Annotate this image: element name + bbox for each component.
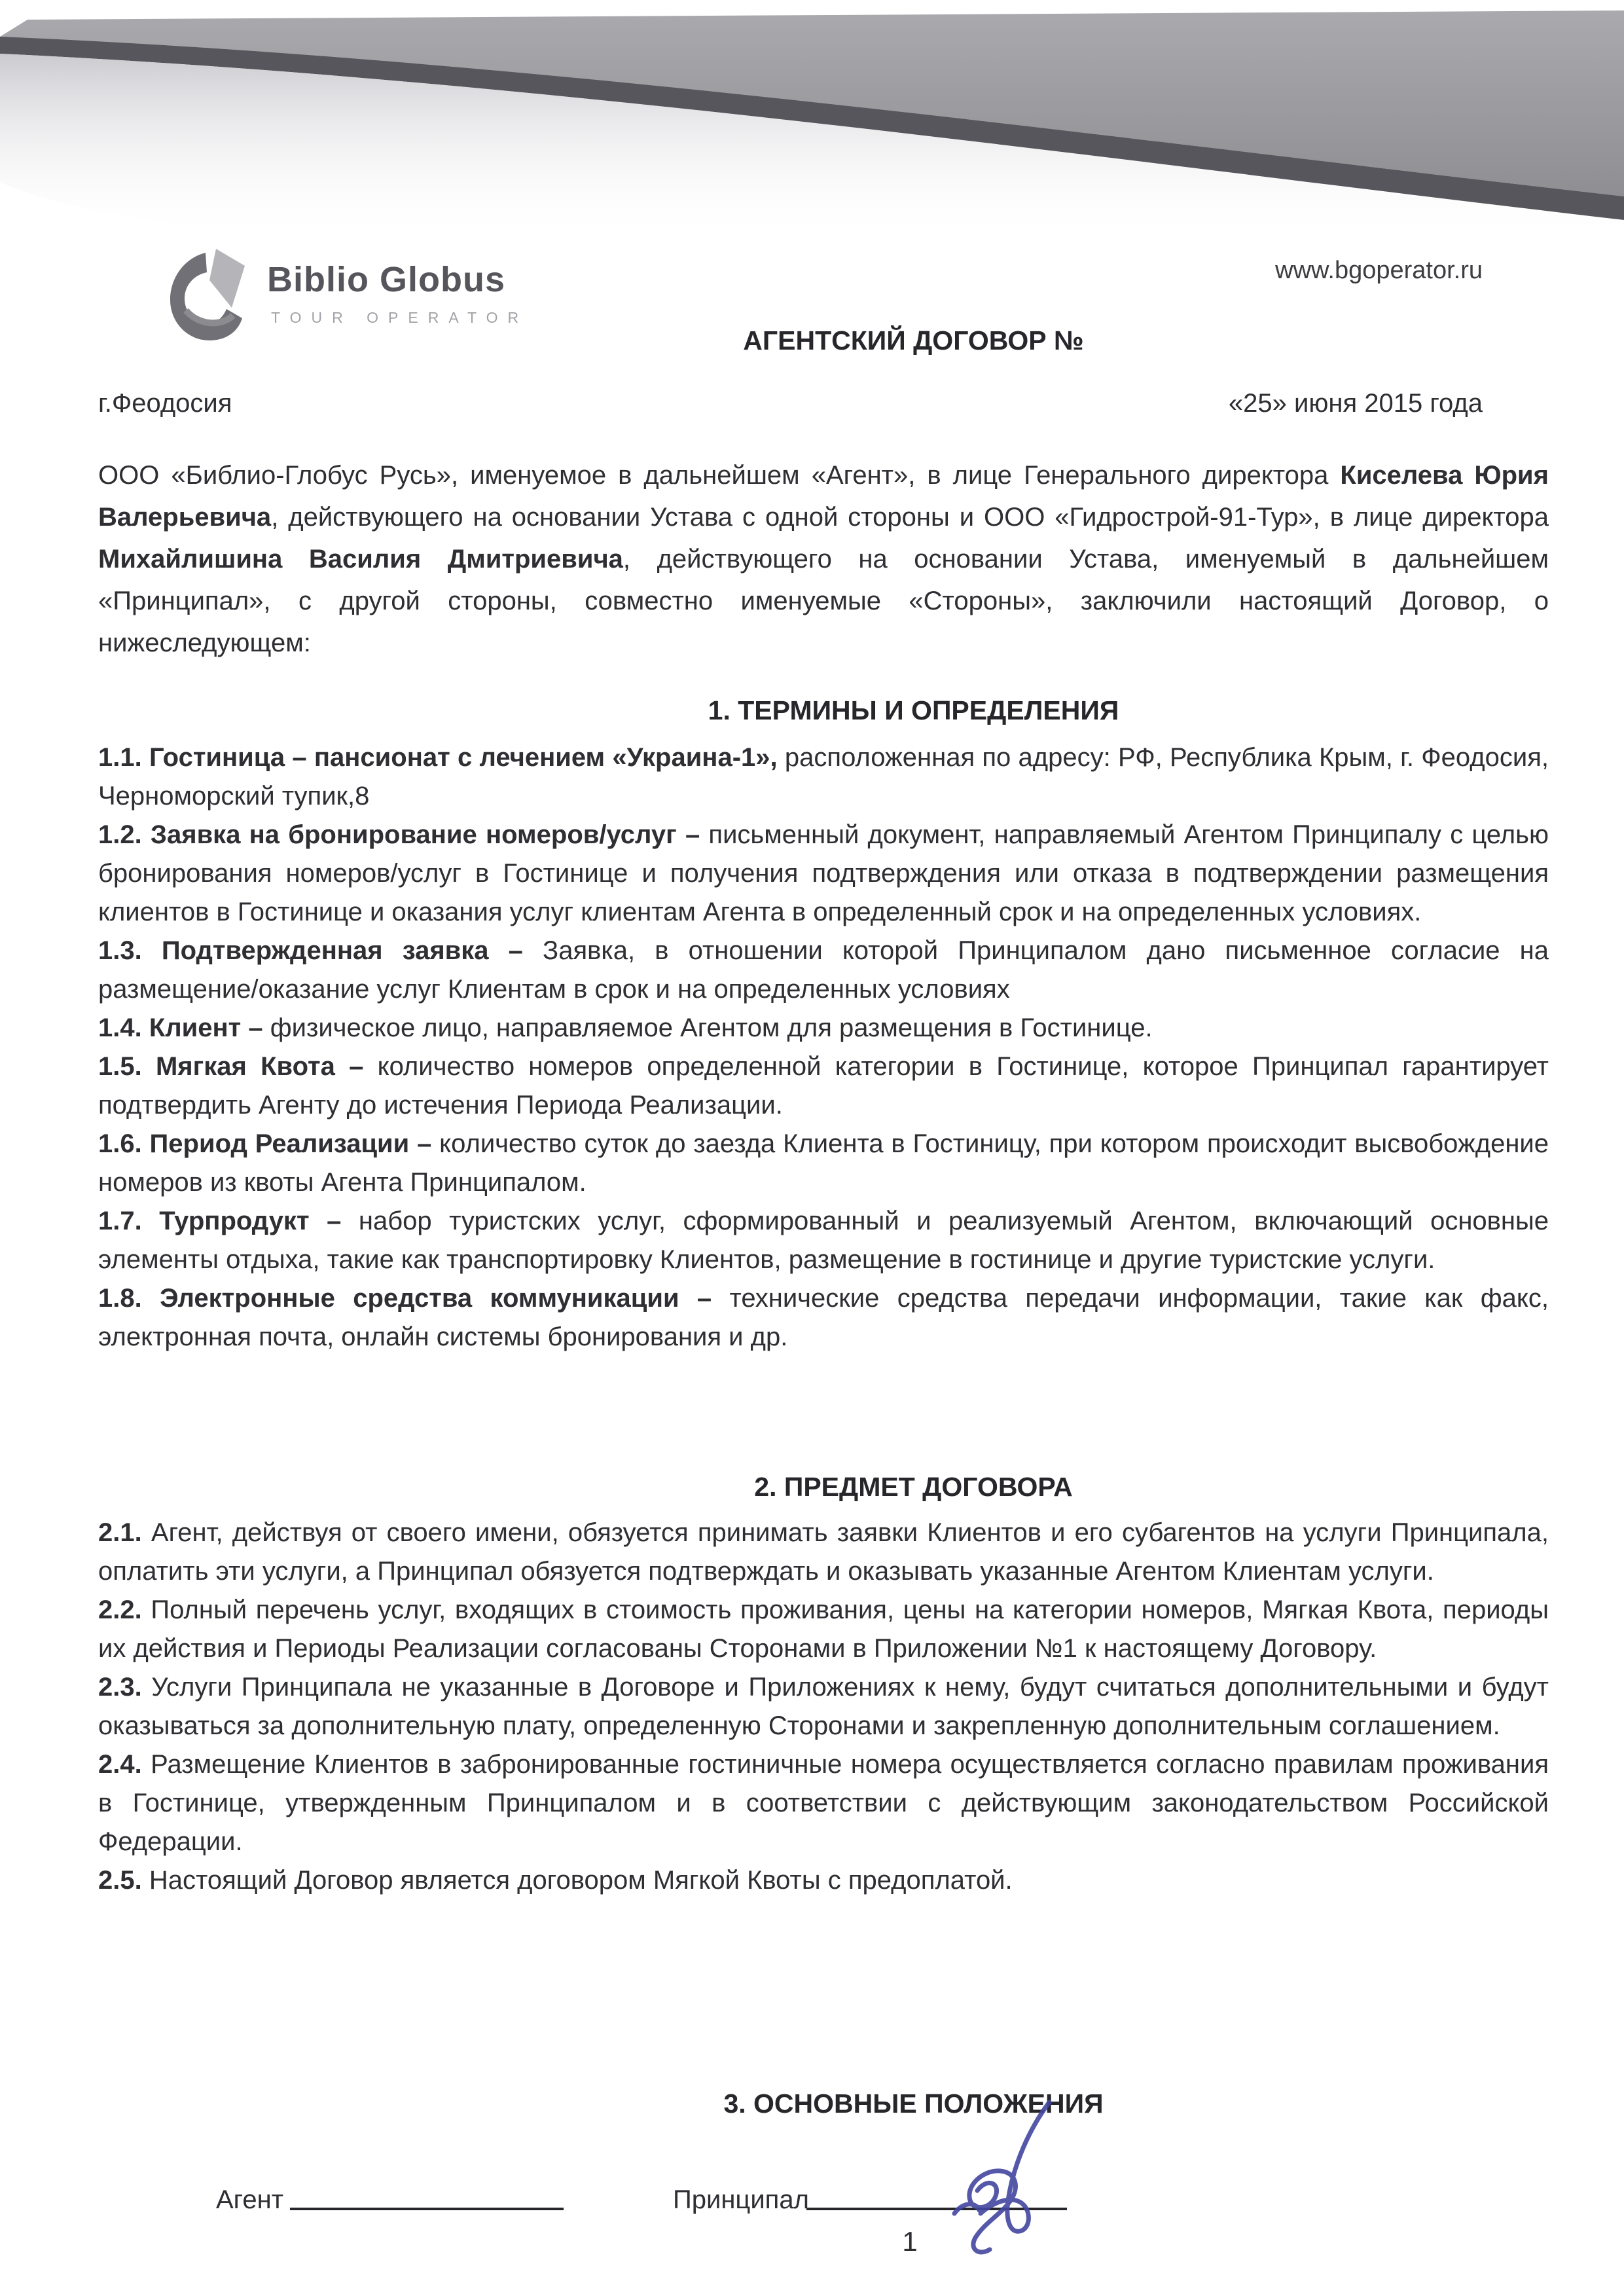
section-2-heading: 2. ПРЕДМЕТ ДОГОВОРА	[754, 1472, 1073, 1502]
clause-1-5: 1.5. Мягкая Квота – количество номеров определенной категории в Гостинице, которое Принципал гарантирует подтвердить Агенту до истечения Периода Реализации.	[98, 1052, 1549, 1120]
website-url: www.bgoperator.ru	[1275, 257, 1483, 284]
logo-tagline: TOUR OPERATOR	[271, 309, 529, 326]
clause-1-3: 1.3. Подтвержденная заявка – Заявка, в отношении которой Принципалом дано письменное согласие на размещение/оказание услуг Клиентам в срок и на определенных условиях	[98, 936, 1549, 1004]
intro-paragraph: ООО «Библио-Глобус Русь», именуемое в дальнейшем «Агент», в лице Генерального директора Киселева Юрия Валерьевича, действующего на основании Устава с одной стороны и ООО «Гидрострой-91-Тур», в лице директора Михайлишина Василия Дмитриевича, действующего на основании Устава, именуемый в дальнейшем «Принципал», с другой стороны, совместно именуемые «Стороны», заключили настоящий Договор, о нижеследующем:	[98, 461, 1549, 657]
clause-1-8: 1.8. Электронные средства коммуникации – технические средства передачи информации, такие как факс, электронная почта, онлайн системы бронирования и др.	[98, 1284, 1549, 1351]
clause-1-2: 1.2. Заявка на бронирование номеров/услуг – письменный документ, направляемый Агентом Принципалу с целью бронирования номеров/услуг в Гостинице и получения подтверждения или отказа в подтверждении размещения клиентов в Гостинице и оказания услуг клиентам Агента в определенный срок и на определенных условиях.	[98, 820, 1549, 926]
clause-2-5: 2.5. Настоящий Договор является договором Мягкой Квоты с предоплатой.	[98, 1866, 1013, 1895]
principal-signature-ink	[915, 2092, 1072, 2263]
clause-1-1: 1.1. Гостиница – пансионат с лечением «Украина-1», расположенная по адресу: РФ, Республика Крым, г. Феодосия, Черноморский тупик,8	[98, 743, 1549, 811]
section-1-heading: 1. ТЕРМИНЫ И ОПРЕДЕЛЕНИЯ	[708, 695, 1119, 725]
section-1-clauses	[98, 738, 1549, 1357]
header-wave-graphic	[0, 0, 1624, 249]
section-2-clauses	[98, 1514, 1549, 1900]
clause-2-2: 2.2. Полный перечень услуг, входящих в стоимость проживания, цены на категории номеров, Мягкая Квота, периоды их действия и Периоды Реализации согласованы Сторонами в Приложении №1 к настоящему Договору.	[98, 1595, 1549, 1663]
section-3-heading: 3. ОСНОВНЫЕ ПОЛОЖЕНИЯ	[723, 2088, 1104, 2119]
clause-2-3: 2.3. Услуги Принципала не указанные в Договоре и Приложениях к нему, будут считаться дополнительными и будут оказываться за дополнительную плату, определенную Сторонами и закрепленную дополнительным соглашением.	[98, 1673, 1549, 1740]
logo-name: Biblio Globus	[267, 260, 505, 299]
meta-row	[98, 389, 1483, 418]
agent-label: Агент	[216, 2185, 284, 2214]
city-label: г.Феодосия	[98, 389, 232, 418]
clause-2-1: 2.1. Агент, действуя от своего имени, обязуется принимать заявки Клиентов и его субагентов на услуги Принципала, оплатить эти услуги, а Принципал обязуется подтверждать и оказывать указанные Агентом Клиентам услуги.	[98, 1518, 1549, 1586]
date-label: «25» июня 2015 года	[1228, 389, 1483, 418]
clause-1-4: 1.4. Клиент – физическое лицо, направляемое Агентом для размещения в Гостинице.	[98, 1013, 1153, 1042]
clause-1-7: 1.7. Турпродукт – набор туристских услуг, сформированный и реализуемый Агентом, включающий основные элементы отдыха, такие как транспортировку Клиентов, размещение в гостинице и другие туристские услуги.	[98, 1207, 1549, 1274]
principal-label: Принципал	[673, 2185, 809, 2214]
agent-signature-line	[290, 2208, 564, 2210]
page-number: 1	[902, 2226, 918, 2257]
clause-1-6: 1.6. Период Реализации – количество суток до заезда Клиента в Гостиницу, при котором происходит высвобождение номеров из квоты Агента Принципалом.	[98, 1129, 1549, 1197]
document-title: АГЕНТСКИЙ ДОГОВОР №	[743, 325, 1084, 355]
clause-2-4: 2.4. Размещение Клиентов в забронированные гостиничные номера осуществляется согласно правилам проживания в Гостинице, утвержденным Принципалом и в соответствии с действующим законодательством Российской Федерации.	[98, 1750, 1549, 1856]
